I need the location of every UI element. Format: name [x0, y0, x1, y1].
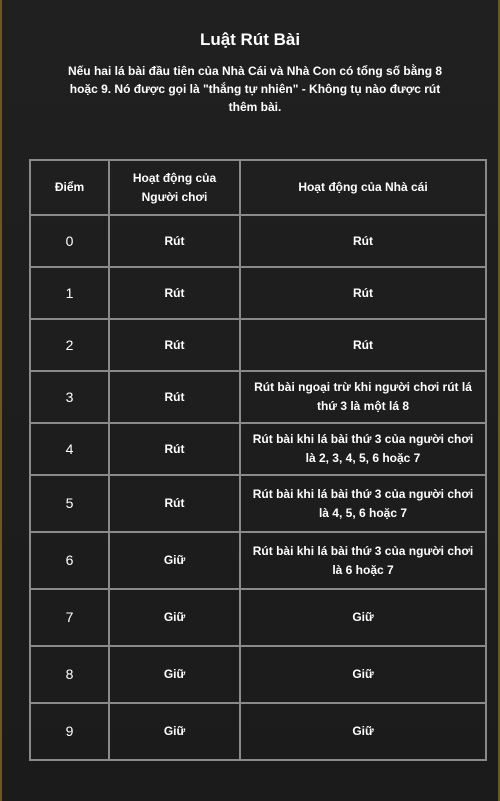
- banker-action-cell: Giữ: [240, 589, 486, 646]
- table-header-row: [30, 160, 486, 215]
- banker-action-cell: Rút: [240, 267, 486, 319]
- banker-action-cell: Rút bài khi lá bài thứ 3 của người chơi là 4, 5, 6 hoặc 7: [240, 475, 486, 532]
- table-row: [30, 475, 486, 532]
- points-cell: 2: [30, 319, 109, 371]
- player-action-cell: Rút: [109, 267, 240, 319]
- player-action-cell: Giữ: [109, 589, 240, 646]
- page-title: Luật Rút Bài: [199, 30, 301, 49]
- banker-action-cell: Rút: [240, 319, 486, 371]
- table-row: [30, 703, 486, 760]
- player-action-cell: Rút: [109, 423, 240, 475]
- table-row: [30, 589, 486, 646]
- points-cell: 4: [30, 423, 109, 475]
- table-row: [30, 646, 486, 703]
- drawing-rules-table: [29, 159, 487, 761]
- points-cell: 5: [30, 475, 109, 532]
- player-action-cell: Rút: [109, 371, 240, 423]
- table-row: [30, 215, 486, 267]
- player-action-cell: Rút: [109, 319, 240, 371]
- player-action-cell: Giữ: [109, 703, 240, 760]
- points-cell: 9: [30, 703, 109, 760]
- player-action-cell: Rút: [109, 475, 240, 532]
- header-player-action: Hoạt động của Người chơi: [109, 160, 240, 215]
- intro-text: Nếu hai lá bài đầu tiên của Nhà Cái và Nhà Con có tổng số bằng 8 hoặc 9. Nó được gọi là "thắng tự nhiên" - Không tụ nào được rút thêm bài.: [67, 64, 443, 114]
- table-row: [30, 532, 486, 589]
- player-action-cell: Giữ: [109, 646, 240, 703]
- banker-action-cell: Giữ: [240, 646, 486, 703]
- banker-action-cell: Rút: [240, 215, 486, 267]
- banker-action-cell: Rút bài khi lá bài thứ 3 của người chơi là 6 hoặc 7: [240, 532, 486, 589]
- points-cell: 1: [30, 267, 109, 319]
- points-cell: 0: [30, 215, 109, 267]
- header-banker-action: Hoạt động của Nhà cái: [240, 160, 486, 215]
- points-cell: 3: [30, 371, 109, 423]
- table-row: [30, 423, 486, 475]
- banker-action-cell: Rút bài ngoại trừ khi người chơi rút lá thứ 3 là một lá 8: [240, 371, 486, 423]
- points-cell: 7: [30, 589, 109, 646]
- table-row: [30, 267, 486, 319]
- player-action-cell: Giữ: [109, 532, 240, 589]
- player-action-cell: Rút: [109, 215, 240, 267]
- banker-action-cell: Giữ: [240, 703, 486, 760]
- table-row: [30, 371, 486, 423]
- table-row: [30, 319, 486, 371]
- header-points: Điểm: [30, 160, 109, 215]
- points-cell: 8: [30, 646, 109, 703]
- points-cell: 6: [30, 532, 109, 589]
- banker-action-cell: Rút bài khi lá bài thứ 3 của người chơi là 2, 3, 4, 5, 6 hoặc 7: [240, 423, 486, 475]
